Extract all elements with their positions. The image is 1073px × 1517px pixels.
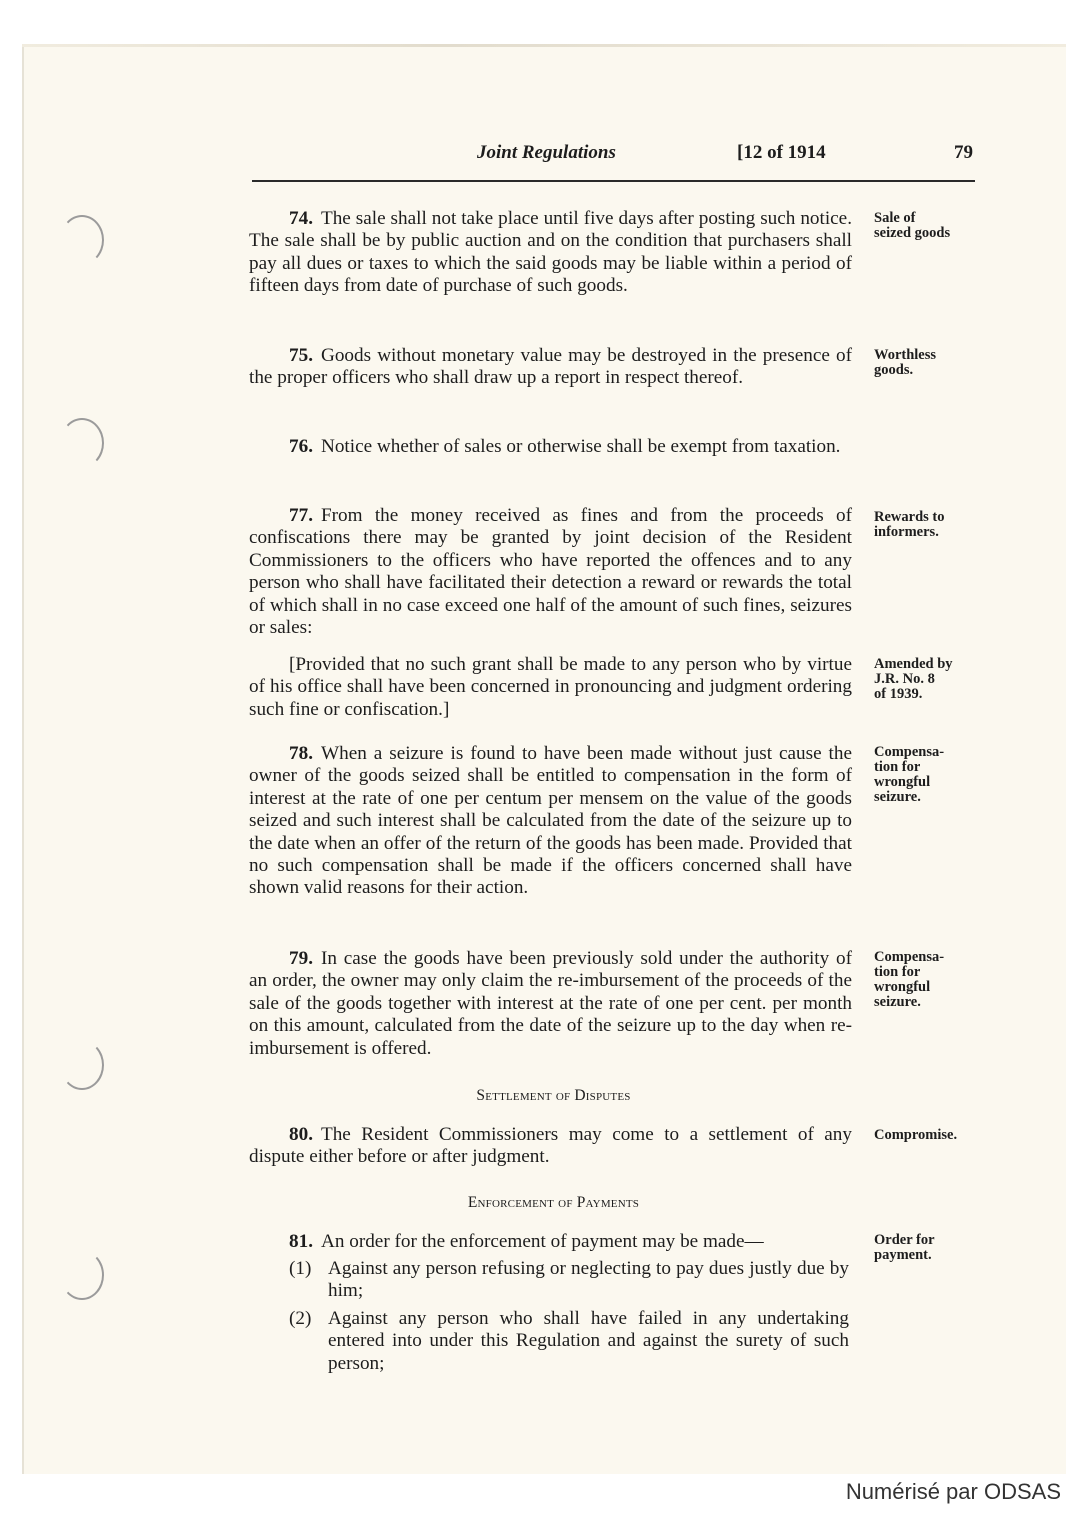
list-item-label: (1) [289, 1258, 312, 1279]
section-number: 74. [289, 208, 313, 229]
section-78 [249, 743, 852, 900]
list-item [289, 1258, 849, 1303]
header-title: Joint Regulations [477, 142, 616, 163]
section-text: The Resident Commissioners may come to a settlement of any dispute either before or after judgment. [249, 1124, 852, 1168]
margin-note-sale-of-seized-goods: Sale of seized goods [874, 210, 951, 241]
section-number: 81. [289, 1231, 313, 1252]
header-reference: [12 of 1914 [737, 142, 826, 163]
digitization-credit: Numérisé par ODSAS [845, 1479, 1061, 1504]
section-text: An order for the enforcement of payment may be made— [320, 1231, 764, 1252]
section-76 [249, 436, 852, 458]
page-number: 79 [954, 142, 973, 163]
section-79 [249, 948, 852, 1060]
proviso-text: [Provided that no such grant shall be made to any person who by virtue of his office shall have been concerned in pronouncing and judgment ordering such fine or confiscation.] [249, 654, 852, 720]
margin-note-order-for-payment: Order for payment. [874, 1232, 935, 1263]
section-80 [249, 1124, 852, 1169]
margin-note-worthless-goods: Worthless goods. [874, 347, 937, 378]
section-text: Goods without monetary value may be destroyed in the presence of the proper officers who shall draw up a report in respect thereof. [249, 345, 852, 389]
binder-hole-icon [60, 418, 104, 468]
binder-hole-icon [60, 1250, 104, 1300]
page-top-edge [22, 44, 1066, 47]
margin-note-rewards-to-informers: Rewards to informers. [874, 509, 945, 540]
section-77 [249, 505, 852, 639]
margin-note-amended: Amended by J.R. No. 8 of 1939. [874, 656, 953, 702]
section-number: 80. [289, 1124, 313, 1145]
header-rule [252, 180, 975, 182]
section-75 [249, 345, 852, 390]
section-text: From the money received as fines and from the proceeds of confiscations there may be granted by joint decision of the Resident Commissioners to the officers who have reported the offences and to any person who shall have facilitated their detection a reward or rewards the total of which shall in no case exceed one half of the amount of such fines, seizures or sales: [249, 505, 852, 639]
proviso [249, 654, 852, 721]
section-text: When a seizure is found to have been made without just cause the owner of the goods seized shall be entitled to compensation in the form of interest at the rate of one per centum per mensem on the value of the goods seized and such interest shall be calculated from the date of the seizure up to the date when an offer of the return of the goods has been made. Provided that no such compensation shall be made if the officers concerned shall have shown valid reasons for their action. [249, 743, 852, 899]
section-number: 77. [289, 505, 313, 526]
section-81 [249, 1231, 852, 1253]
list-item-text: Against any person refusing or neglecting to pay dues justly due by him; [328, 1258, 849, 1302]
section-74 [249, 208, 852, 298]
binder-hole-icon [60, 1040, 104, 1090]
binder-hole-icon [60, 215, 104, 265]
list-item-text: Against any person who shall have failed in any undertaking entered into under this Regulation and against the surety of such person; [328, 1308, 849, 1374]
list-item-label: (2) [289, 1308, 312, 1329]
margin-note-compensation: Compensa- tion for wrongful seizure. [874, 949, 945, 1010]
section-number: 76. [289, 436, 313, 457]
section-heading: Settlement of Disputes [476, 1087, 631, 1104]
section-text: The sale shall not take place until five days after posting such notice. The sale shall be by public auction and on the condition that purchasers shall pay all dues or taxes to which the said goods may be liable within a period of fifteen days from date of purchase of such goods. [249, 208, 852, 297]
section-text: Notice whether of sales or otherwise shall be exempt from taxation. [320, 436, 841, 457]
section-text: In case the goods have been previously sold under the authority of an order, the owner may only claim the re-imbursement of the proceeds of the sale of the goods together with interest at the rate of one per cent. per month on this amount, calculated from the date of the seizure up to the day when re-imbursement is offered. [249, 948, 852, 1059]
section-number: 79. [289, 948, 313, 969]
section-number: 75. [289, 345, 313, 366]
section-number: 78. [289, 743, 313, 764]
list-item [289, 1308, 849, 1375]
margin-note-compensation: Compensa- tion for wrongful seizure. [874, 744, 945, 805]
section-heading: Enforcement of Payments [467, 1194, 640, 1211]
margin-note-compromise: Compromise. [874, 1127, 958, 1143]
